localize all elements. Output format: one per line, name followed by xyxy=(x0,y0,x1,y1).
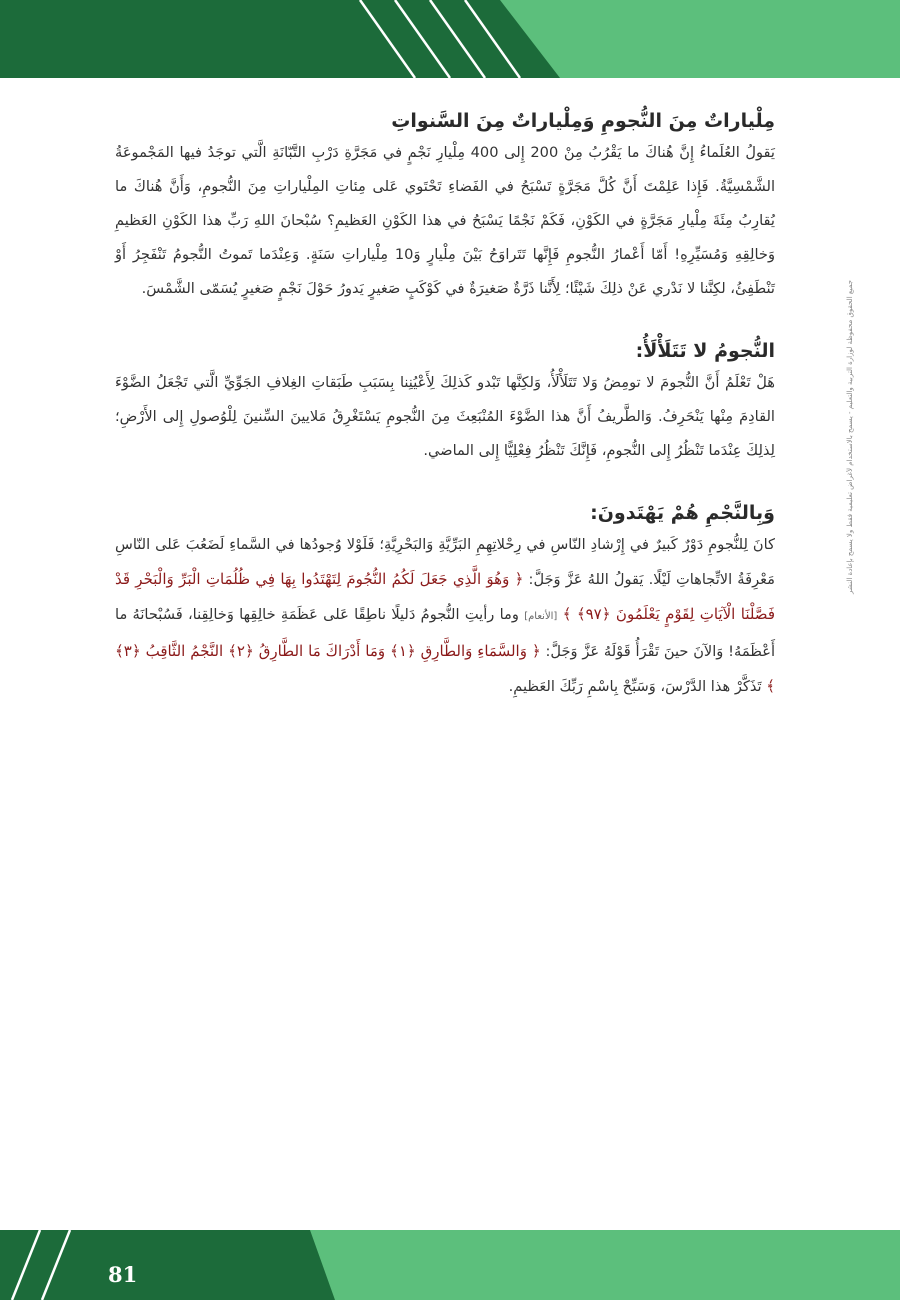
banner-light-panel xyxy=(500,0,900,78)
top-banner xyxy=(0,0,900,78)
guidance-text-c: تَذَكَّرْ هذا الدَّرْسَ، وَسَبِّحْ بِاسْمِ رَبِّكَ العَظيمِ. xyxy=(508,678,762,695)
quran-verse-tariq: ﴿ وَالسَّمَاءِ وَالطَّارِقِ ﴿١﴾ وَمَا أَدْرَاكَ مَا الطَّارِقُ ﴿٢﴾ النَّجْمُ الثَّاقِبُ ﴿٣﴾ ﴾ xyxy=(115,642,775,695)
quran-source-anam: [الأنعام] xyxy=(524,611,558,622)
bottom-banner-dark xyxy=(0,1230,335,1300)
paragraph-guidance xyxy=(115,528,775,704)
vertical-copyright-note: جميع الحقوق محفوظة لوزارة التربية والتعليم - يسمح بالاستخدام لأغراض تعليمية فقط ولا يسمح بإعادة النشر xyxy=(846,280,854,595)
quran-verse-anam: ﴿ وَهُوَ الَّذِي جَعَلَ لَكُمُ النُّجُومَ لِتَهْتَدُوا بِهَا فِي ظُلُمَاتِ الْبَرِّ وَالْبَحْرِ قَدْ فَصَّلْنَا الْآيَاتِ لِقَوْمٍ يَعْلَمُونَ ﴿٩٧﴾ ﴾ xyxy=(115,570,775,623)
page-content xyxy=(115,110,775,704)
section-heading-twinkle: النُّجومُ لا تَتَلَأْلَأُ: xyxy=(635,340,775,362)
page-number: 81 xyxy=(108,1262,138,1287)
section-heading-guidance: وَبِالنَّجْمِ هُمْ يَهْتَدونَ: xyxy=(590,502,775,524)
guidance-text-b: وما رأيتِ النُّجومُ دَليلًا ناطِقًا عَلى عَظَمَةِ خالِقِها وَخالِقِنا، فَسُبْحانَهُ ما أَعْظَمَهُ! وَالآنَ حينَ تَقْرَأُ قَوْلَهُ عَزَّ وَجَلَّ: xyxy=(115,606,776,660)
guidance-text-a: كانَ لِلنُّجومِ دَوْرٌ كَبيرٌ في إِرْشادِ النّاسِ في رِحْلاتِهِمِ البَرِّيَّةِ وَالبَحْرِيَّةِ؛ فَلَوْلا وُجودُها في السَّماءِ لَضَعُبَ عَلى النّاسِ مَعْرِفَةُ الاتِّجاهاتِ لَيْلًا. يَقولُ اللهُ عَزَّ وَجَلَّ: xyxy=(115,536,776,588)
section-heading-stars-years: مِلْياراتٌ مِنَ النُّجومِ وَمِلْياراتٌ مِنَ السَّنواتِ xyxy=(391,110,775,132)
paragraph-stars-years: يَقولُ العُلَماءُ إِنَّ هُناكَ ما يَقْرُبُ مِنْ 200 إِلى 400 مِلْيارِ نَجْمٍ في مَجَرَّةِ دَرْبِ التَّبّانَةِ الَّتي توجَدُ فيها المَجْموعَةُ الشَّمْسِيَّةُ. فَإِذا عَلِمْتَ أَنَّ كُلَّ مَجَرَّةٍ تَسْبَحُ في الفَضاءِ تَحْتَوي عَلى مِئاتِ المِلْياراتِ مِنَ النُّجومِ، وَأَنَّ هُناكَ ما يُقارِبُ مِئَةَ مِلْيارِ مَجَرَّةٍ في الكَوْنِ، فَكَمْ نَجْمًا يَسْبَحُ في هذا الكَوْنِ العَظيمِ؟ سُبْحانَ اللهِ رَبِّ هذا الكَوْنِ العَظيمِ وَخالِقِهِ وَمُسَيِّرِهِ! أَمّا أَعْمارُ النُّجومِ فَإِنَّها تَتَراوَحُ بَيْنَ مِلْيارٍ وَ10 مِلْياراتِ سَنَةٍ. وَعِنْدَما تَموتُ النُّجومُ تَنْفَجِرُ أَوْ تَنْطَفِئُ، لكِنَّنا لا نَدْري عَنْ ذلِكَ شَيْئًا؛ لِأَنَّنا ذَرَّةٌ صَغيرَةٌ في كَوْكَبٍ صَغيرٍ يَدورُ حَوْلَ نَجْمٍ صَغيرٍ يُسَمّى الشَّمْسَ. xyxy=(115,144,775,297)
paragraph-twinkle: هَلْ تَعْلَمُ أَنَّ النُّجومَ لا تومِضُ وَلا تَتَلَأْلَأُ، وَلكِنَّها تَبْدو كَذلِكَ لِأَعْيُنِنا بِسَبَبِ طَبَقاتِ الغِلافِ الجَوِّيِّ الَّتي تَجْعَلُ الضَّوْءَ القادِمَ مِنْها يَنْحَرِفُ. وَالطَّريفُ أَنَّ هذا الضَّوْءَ المُنْبَعِثَ مِنَ النُّجومِ يَسْتَغْرِقُ مَلايينَ السِّنينَ لِلْوُصولِ إِلى الأَرْضِ؛ لِذلِكَ عِنْدَما تَنْظُرُ إِلى النُّجومِ، فَإِنَّكَ تَنْظُرُ فِعْلِيًّا إِلى الماضي. xyxy=(115,374,775,459)
